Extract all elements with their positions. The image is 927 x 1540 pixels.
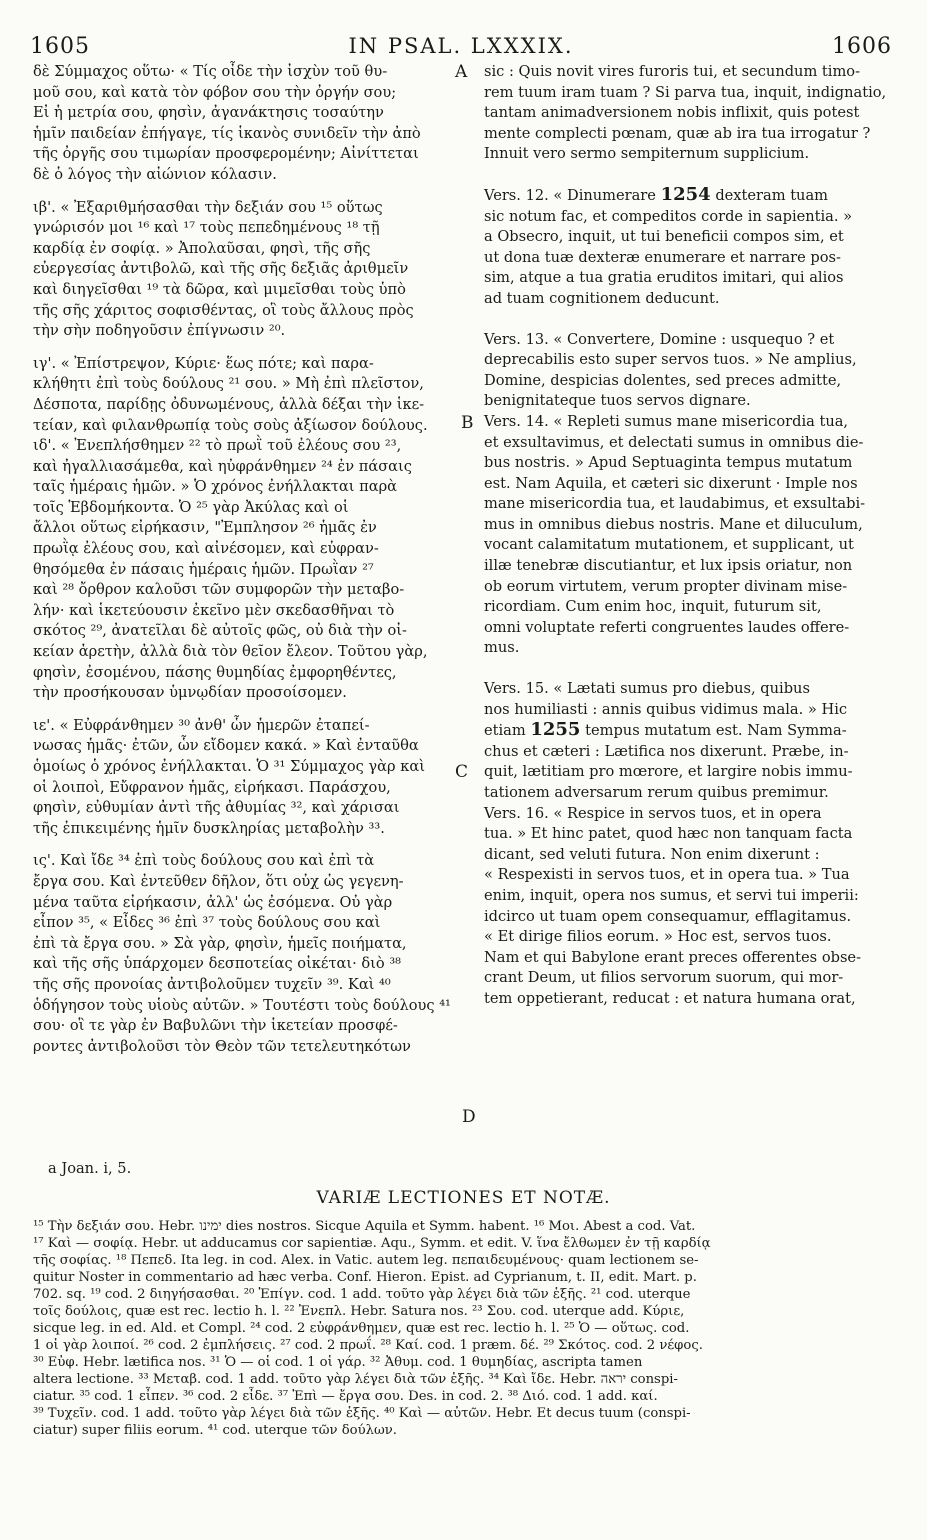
margin-marker-d: D <box>462 1107 476 1127</box>
greek-line: ἔργα σου. Καὶ ἐντεῦθεν δῆλον, ὅτι οὐχ ὡς γεγενη- <box>33 872 404 890</box>
notes-heading: VARIÆ LECTIONES ET NOTÆ. <box>316 1188 611 1208</box>
latin-line: mus. <box>484 639 520 657</box>
greek-line: φησὶν, ἐσομένου, πάσης θυμηδίας ἐμφορηθέντες, <box>33 663 397 681</box>
note-line: ciatur) super filiis eorum. ⁴¹ cod. uterque τῶν δούλων. <box>33 1423 397 1438</box>
greek-line: μένα ταῦτα εἰρήκασιν, ἀλλ' ὡς ἐσόμενα. Οὐ γὰρ <box>33 893 393 911</box>
greek-column <box>33 62 455 1057</box>
greek-line: ἡμῖν παιδείαν ἐπήγαγε, τίς ἱκανὸς συνιδεῖν τὴν ἀπὸ <box>33 124 421 142</box>
latin-line: omni voluptate referti congruentes laudes offere- <box>484 618 850 636</box>
greek-line: καὶ τῆς σῆς ὑπάρχομεν δεσποτείας οἰκέται· διὸ ³⁸ <box>33 955 402 973</box>
note-line: τῆς σοφίας. ¹⁸ Πεπεδ. Ita leg. in cod. Alex. in Vatic. autem leg. πεπαιδευμένους· quam lectionem se- <box>33 1253 699 1268</box>
latin-line: crant Deum, ut filios servorum suorum, qui mor- <box>484 969 844 987</box>
greek-line: θησόμεθα ἐν πάσαις ἡμέραις ἡμῶν. Πρωῒαν ²⁷ <box>33 560 374 578</box>
verse-12-tail: dexteram tuam <box>715 186 828 204</box>
greek-line: νωσας ἡμᾶς· ἐτῶν, ὧν εἴδομεν κακά. » Καὶ ἐνταῦθα <box>33 737 419 755</box>
greek-line: κείαν ἀρετὴν, ἀλλὰ διὰ τὸν θεῖον ἔλεον. Τοῦτου γὰρ, <box>33 643 428 661</box>
latin-line: tem oppetierant, reducat : et natura humana orat, <box>484 989 856 1007</box>
note-line: 1 οἱ γὰρ λοιποί. ²⁶ cod. 2 ἐμπλήσεις. ²⁷ cod. 2 πρωΐ. ²⁸ Καί. cod. 1 præm. δέ. ²⁹ Σκότος. cod. 2 νέφος. <box>33 1338 703 1353</box>
greek-line: τῆς ὀργῆς σου τιμωρίαν προσφερομένην; Αἰνίττεται <box>33 145 419 163</box>
right-page-number: 1606 <box>832 34 892 59</box>
greek-line: ιδ'. « Ἐνεπλήσθημεν ²² τὸ πρωῒ τοῦ ἐλέους σου ²³, <box>33 437 402 455</box>
greek-line: οἱ λοιποὶ, Εὔφρανον ἡμᾶς, εἰρήκασι. Παράσχου, <box>33 778 391 796</box>
greek-line: γνώρισόν μοι ¹⁶ καὶ ¹⁷ τοὺς πεπεδημένους ¹⁸ τῇ <box>33 219 380 237</box>
latin-line: « Et dirige filios eorum. » Hoc est, servos tuos. <box>484 928 832 946</box>
latin-column <box>484 62 892 1010</box>
greek-line: τῆς ἐπικειμένης ἡμῖν δυσκληρίας μεταβολὴν ³³. <box>33 819 385 837</box>
greek-line: ὁμοίως ὁ χρόνος ἐνήλλακται. Ὁ ³¹ Σύμμαχος γὰρ καὶ <box>33 758 425 775</box>
greek-line: καρδίᾳ ἐν σοφίᾳ. » Ἀπολαῦσαι, φησὶ, τῆς σῆς <box>33 239 371 257</box>
latin-line: ricordiam. Cum enim hoc, inquit, futurum sit, <box>484 598 822 616</box>
greek-line: ἄλλοι οὕτως εἰρήκασιν, "Ἐμπλησον ²⁶ ἡμᾶς ἐν <box>33 519 377 537</box>
latin-line: idcirco ut tuam opem consequamur, efflagitamus. <box>484 907 852 925</box>
note-line: 702. sq. ¹⁹ cod. 2 διηγήσασθαι. ²⁰ Ἐπίγν. cod. 1 add. τοῦτο γὰρ λέγει διὰ τῶν ἑξῆς. ²¹ cod. uterque <box>33 1287 691 1302</box>
verse-15-tail: tempus mutatum est. Nam Symma- <box>585 722 847 740</box>
latin-line: mane misericordia tua, et laudabimus, et exsultabi- <box>484 495 866 513</box>
verse-12-lead: Vers. 12. « Dinumerare <box>484 186 656 204</box>
greek-line: καὶ διηγεῖσθαι ¹⁹ τὰ δῶρα, καὶ μιμεῖσθαι τοὺς ὑπὸ <box>33 280 406 298</box>
latin-line: Vers. 14. « Repleti sumus mane misericordia tua, <box>484 412 849 430</box>
greek-line: τοῖς Ἑβδομήκοντα. Ὁ ²⁵ γὰρ Ἀκύλας καὶ οἱ <box>33 498 349 516</box>
margin-marker-c: C <box>455 762 469 782</box>
latin-line: deprecabilis esto super servos tuos. » Ne amplius, <box>484 351 857 369</box>
latin-line: dicant, sed veluti futura. Non enim dixerunt : <box>484 845 820 863</box>
latin-line: quit, lætitiam pro mœrore, et largire nobis immu- <box>484 763 853 781</box>
greek-line: τείαν, καὶ φιλανθρωπίᾳ τοὺς σοὺς ἀξίωσον δούλους. <box>33 416 428 434</box>
latin-line: rem tuum iram tuam ? Si parva tua, inquit, indignatio, <box>484 83 887 101</box>
latin-line: chus et cæteri : Lætifica nos dixerunt. Præbe, in- <box>484 742 849 760</box>
note-line: ciatur. ³⁵ cod. 1 εἶπεν. ³⁶ cod. 2 εἶδε. ³⁷ Ἐπὶ — ἔργα σου. Des. in cod. 2. ³⁸ Διό. cod. 1 add. καί. <box>33 1389 658 1404</box>
column-number-1254: 1254 <box>660 183 711 205</box>
greek-line: σκότος ²⁹, ἀνατεῖλαι δὲ αὐτοῖς φῶς, οὐ διὰ τὴν οἰ- <box>33 622 407 640</box>
verse-15-lead: etiam <box>484 722 526 740</box>
note-line: ¹⁵ Τὴν δεξιάν σου. Hebr. ימינו dies nostros. Sicque Aquila et Symm. habent. ¹⁶ Μοι. Abest a cod. Vat. <box>33 1219 696 1234</box>
latin-line: benignitateque tuos servos dignare. <box>484 392 751 410</box>
latin-line: Vers. 15. « Lætati sumus pro diebus, quibus <box>484 680 810 698</box>
greek-line: ροντες ἀντιβολοῦσι τὸν Θεὸν τῶν τετελευτηκότων <box>33 1037 411 1055</box>
latin-line: sic : Quis novit vires furoris tui, et secundum timo- <box>484 63 861 80</box>
latin-line: Vers. 16. « Respice in servos tuos, et in opera <box>484 804 822 822</box>
greek-line: ὁδήγησον τοὺς υἱοὺς αὐτῶν. » Τουτέστι τοὺς δούλους ⁴¹ <box>33 996 451 1014</box>
greek-line: ταῖς ἡμέραις ἡμῶν. » Ὁ χρόνος ἐνήλλακται παρὰ <box>33 478 398 496</box>
latin-line: bus nostris. » Apud Septuaginta tempus mutatum <box>484 454 853 472</box>
latin-line: tationem adversarum rerum quibus premimur. <box>484 784 829 801</box>
greek-line: δὲ ὁ λόγος τὴν αἰώνιον κόλασιν. <box>33 165 277 183</box>
greek-line: ιγ'. « Ἐπίστρεψον, Κύριε· ἕως πότε; καὶ παρα- <box>33 354 374 372</box>
note-line: τοῖς δούλοις, quæ est rec. lectio h. l. ²² Ἐνεπλ. Hebr. Satura nos. ²³ Σου. cod. uterque add. Κύριε, <box>33 1304 685 1319</box>
running-title: IN PSAL. LXXXIX. <box>348 34 574 58</box>
scripture-footnote: a Joan. i, 5. <box>48 1160 132 1177</box>
latin-line: a Obsecro, inquit, ut tui beneficii compos sim, et <box>484 228 844 246</box>
greek-line: τὴν σὴν ποδηγοῦσιν ἐπίγνωσιν ²⁰. <box>33 322 286 340</box>
greek-line: ις'. Καὶ ἴδε ³⁴ ἐπὶ τοὺς δούλους σου καὶ ἐπὶ τὰ <box>33 852 375 870</box>
greek-line: τὴν προσήκουσαν ὑμνῳδίαν προσοίσομεν. <box>33 684 347 702</box>
greek-line: κλήθητι ἐπὶ τοὺς δούλους ²¹ σου. » Μὴ ἐπὶ πλεῖστον, <box>33 375 424 393</box>
greek-line: δὲ Σύμμαχος οὕτω· « Τίς οἶδε τὴν ἰσχὺν τοῦ θυ- <box>33 63 388 80</box>
column-number-1255: 1255 <box>530 719 581 741</box>
greek-line: πρωῒᾳ ἐλέους σου, καὶ αἰνέσομεν, καὶ εὐφραν- <box>33 540 379 558</box>
greek-line: φησὶν, εὐθυμίαν ἀντὶ τῆς ἀθυμίας ³², καὶ χάρισαι <box>33 799 400 817</box>
latin-line: sic notum fac, et compeditos corde in sapientia. » <box>484 207 853 225</box>
latin-line: Domine, despicias dolentes, sed preces admitte, <box>484 371 842 389</box>
latin-line: Vers. 13. « Convertere, Domine : usquequo ? et <box>484 330 835 348</box>
note-line: ³⁰ Εὐφ. Hebr. lætifica nos. ³¹ Ὁ — οἱ cod. 1 οἱ γάρ. ³² Ἀθυμ. cod. 1 θυμηδίας, ascripta tamen <box>33 1355 643 1370</box>
greek-line: εὐεργεσίας ἀντιβολῶ, καὶ τῆς σῆς δεξιᾶς ἀριθμεῖν <box>33 260 409 278</box>
greek-line: Δέσποτα, παρίδῃς ὀδυνωμένους, ἀλλὰ δέξαι τὴν ἱκε- <box>33 395 425 413</box>
latin-line: mente complecti pœnam, quæ ab ira tua irrogatur ? <box>484 124 871 142</box>
latin-line <box>484 185 892 207</box>
note-line: quitur Noster in commentario ad hæc verba. Conf. Hieron. Epist. ad Cyprianum, t. II, edit. Mart. p. <box>33 1270 697 1285</box>
latin-line: Innuit vero sermo sempiternum supplicium. <box>484 145 810 163</box>
latin-line: sim, atque a tua gratia eruditos imitari, qui alios <box>484 269 844 287</box>
latin-line: vocant calamitatum mutationem, et supplicant, ut <box>484 536 854 554</box>
latin-line: « Respexisti in servos tuos, et in opera tua. » Tua <box>484 866 850 884</box>
latin-line: enim, inquit, opera nos sumus, et servi tui imperii: <box>484 886 859 904</box>
note-line: ¹⁷ Καὶ — σοφίᾳ. Hebr. ut adducamus cor sapientiæ. Aqu., Symm. et edit. V. ἵνα ἔλθωμεν ἐν τῇ καρδίᾳ <box>33 1236 711 1251</box>
note-line: ³⁹ Τυχεῖν. cod. 1 add. τοῦτο γὰρ λέγει διὰ τῶν ἑξῆς. ⁴⁰ Καὶ — αὐτῶν. Hebr. Et decus tuum (conspi- <box>33 1406 691 1421</box>
left-page-number: 1605 <box>30 34 90 59</box>
latin-line: ad tuam cognitionem deducunt. <box>484 289 720 307</box>
latin-line: illæ tenebræ discutiantur, et lux ipsis oriatur, non <box>484 557 853 575</box>
margin-marker-a: A <box>455 62 468 82</box>
greek-line: καὶ ²⁸ ὄρθρον καλοῦσι τῶν συμφορῶν τὴν μεταβο- <box>33 581 405 599</box>
page-header <box>30 26 892 66</box>
latin-line: est. Nam Aquila, et cæteri sic dixerunt · Imple nos <box>484 474 858 492</box>
latin-line: tua. » Et hinc patet, quod hæc non tanquam facta <box>484 825 853 843</box>
greek-line: τῆς σῆς χάριτος σοφισθέντας, οἳ τοὺς ἄλλους πρὸς <box>33 301 414 319</box>
latin-line: et exsultavimus, et delectati sumus in omnibus die- <box>484 433 864 451</box>
margin-marker-b: B <box>461 413 474 433</box>
greek-line: ιε'. « Εὐφράνθημεν ³⁰ ἀνθ' ὧν ἡμερῶν ἐταπεί- <box>33 716 370 734</box>
greek-line: ιβ'. « Ἐξαριθμήσασθαι τὴν δεξιάν σου ¹⁵ οὕτως <box>33 198 383 216</box>
latin-line: mus in omnibus diebus nostris. Mane et diluculum, <box>484 515 863 533</box>
latin-line: Nam et qui Babylone erant preces offerentes obse- <box>484 948 862 966</box>
latin-line <box>484 720 892 742</box>
variant-notes <box>33 1218 893 1439</box>
greek-line: εἶπον ³⁵, « Εἶδες ³⁶ ἐπὶ ³⁷ τοὺς δούλους σου καὶ <box>33 914 381 932</box>
latin-line: ut dona tuæ dexteræ enumerare et narrare pos- <box>484 248 841 266</box>
latin-line: nos humiliasti : annis quibus vidimus mala. » Hic <box>484 700 848 718</box>
greek-line: καὶ ἠγαλλιασάμεθα, καὶ ηὐφράνθημεν ²⁴ ἐν πάσαις <box>33 457 412 475</box>
greek-line: σου· οἳ τε γὰρ ἐν Βαβυλῶνι τὴν ἱκετείαν προσφέ- <box>33 1017 398 1035</box>
greek-line: ἐπὶ τὰ ἔργα σου. » Σὰ γὰρ, φησὶν, ἡμεῖς ποιήματα, <box>33 934 407 952</box>
greek-line: τῆς σῆς προνοίας ἀντιβολοῦμεν τυχεῖν ³⁹. Καὶ ⁴⁰ <box>33 975 391 993</box>
latin-line: tantam animadversionem nobis inflixit, quis potest <box>484 104 860 122</box>
note-line: sicque leg. in ed. Ald. et Compl. ²⁴ cod. 2 εὐφράνθημεν, quæ est rec. lectio h. l. ²⁵ Ὁ — οὕτως. cod. <box>33 1321 690 1336</box>
latin-line: ob eorum virtutem, verum propter divinam mise- <box>484 577 848 595</box>
note-line: altera lectione. ³³ Μεταβ. cod. 1 add. τοῦτο γὰρ λέγει διὰ τῶν ἑξῆς. ³⁴ Καὶ ἴδε. Hebr. יראה conspi- <box>33 1372 678 1387</box>
greek-line: Εἰ ἡ μετρία σου, φησὶν, ἀγανάκτησις τοσαύτην <box>33 104 384 122</box>
greek-line: λήν· καὶ ἱκετεύουσιν ἐκεῖνο μὲν σκεδασθῆναι τὸ <box>33 601 395 619</box>
greek-line: μοῦ σου, καὶ κατὰ τὸν φόβον σου τὴν ὀργήν σου; <box>33 83 397 101</box>
